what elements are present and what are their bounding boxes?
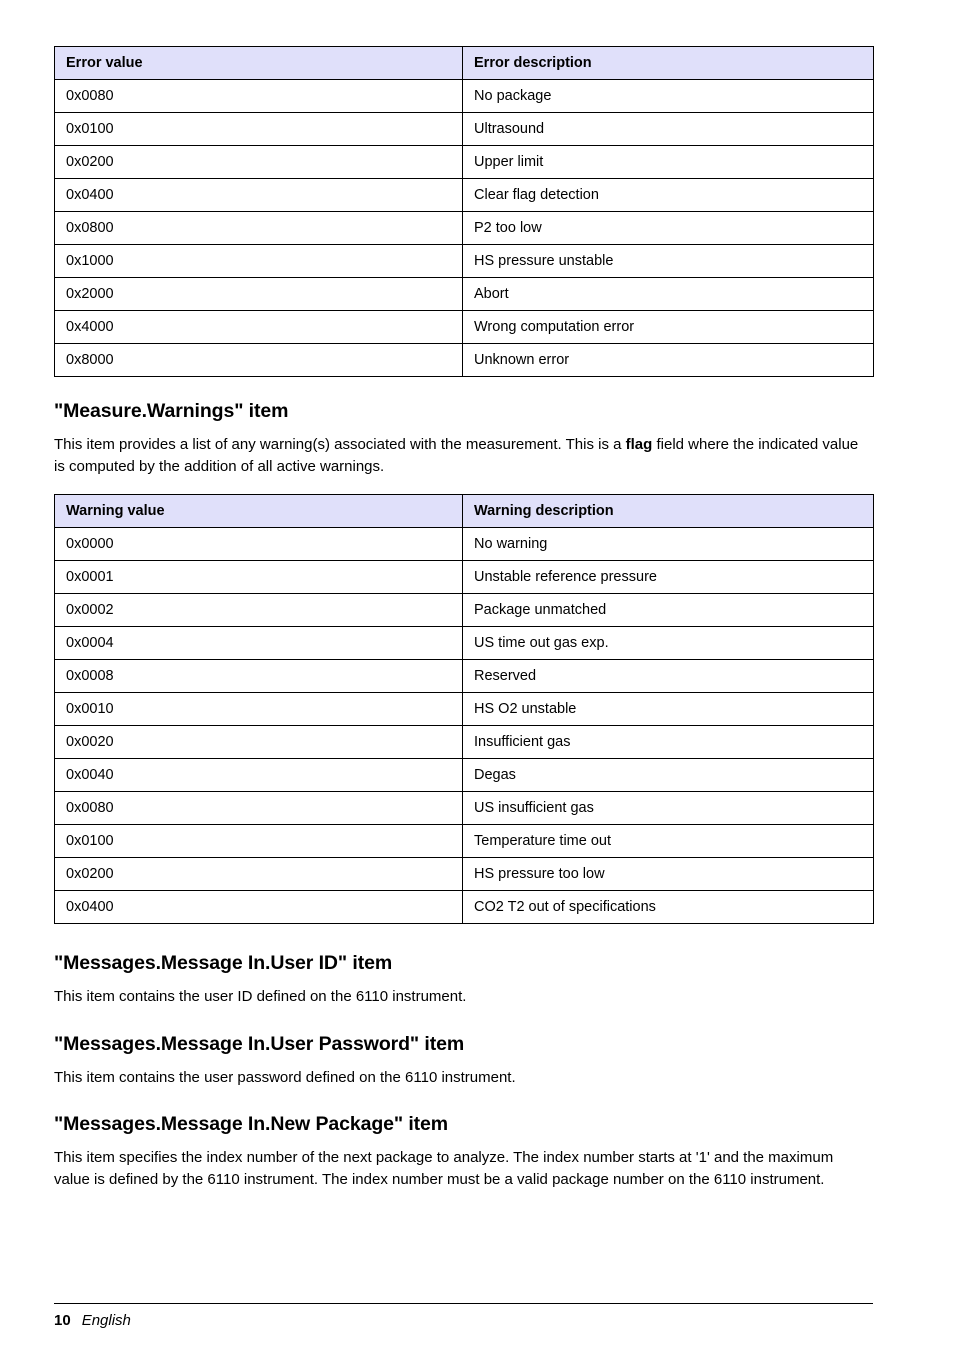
section-paragraph-user-password: This item contains the user password defined on the 6110 instrument. — [54, 1068, 516, 1086]
warning-description-cell: Temperature time out — [463, 825, 874, 858]
table-row — [55, 245, 874, 278]
footer-language: English — [81, 1312, 131, 1329]
table-row — [55, 146, 874, 179]
section-heading-user-id: "Messages.Message In.User ID" item — [54, 952, 393, 974]
error-value-cell: 0x0200 — [55, 146, 463, 179]
table-header-row — [55, 495, 874, 528]
error-value-cell: 0x0100 — [55, 113, 463, 146]
error-value-cell: 0x0800 — [55, 212, 463, 245]
section-paragraph-measure-warnings — [54, 434, 873, 477]
warning-description-cell: US time out gas exp. — [463, 627, 874, 660]
spacer — [54, 1056, 873, 1067]
page-content — [54, 46, 873, 1190]
table-row — [55, 693, 874, 726]
error-description-cell: Unknown error — [463, 344, 874, 377]
error-value-cell: 0x1000 — [55, 245, 463, 278]
spacer — [54, 1088, 873, 1112]
warning-description-cell: Package unmatched — [463, 594, 874, 627]
spacer — [54, 975, 873, 986]
spacer — [54, 423, 873, 434]
table-row — [55, 80, 874, 113]
table-row — [55, 825, 874, 858]
table-row — [55, 627, 874, 660]
warning-value-cell: 0x0010 — [55, 693, 463, 726]
warning-description-cell: No warning — [463, 528, 874, 561]
spacer — [54, 1008, 873, 1032]
table-row — [55, 759, 874, 792]
warning-description-cell: Degas — [463, 759, 874, 792]
error-description-cell: No package — [463, 80, 874, 113]
error-value-cell: 0x2000 — [55, 278, 463, 311]
table-row — [55, 344, 874, 377]
warning-value-cell: 0x0200 — [55, 858, 463, 891]
table-row — [55, 858, 874, 891]
table-row — [55, 278, 874, 311]
warning-value-cell: 0x0008 — [55, 660, 463, 693]
warning-value-cell: 0x0002 — [55, 594, 463, 627]
warning-value-cell: 0x0001 — [55, 561, 463, 594]
warning-value-cell: 0x0100 — [55, 825, 463, 858]
warning-description-cell: CO2 T2 out of specifications — [463, 891, 874, 924]
error-description-cell: Clear flag detection — [463, 179, 874, 212]
column-header-error-description: Error description — [463, 47, 874, 80]
table-row — [55, 528, 874, 561]
warning-value-cell: 0x0400 — [55, 891, 463, 924]
section-paragraph-new-package: This item specifies the index number of the next package to analyze. The index number starts at '1' and the maximum value is defined by the 6110 instrument. The index number must be a valid package number on the 6110 instrument. — [54, 1149, 834, 1188]
section-heading-new-package: "Messages.Message In.New Package" item — [54, 1113, 449, 1135]
warning-value-cell: 0x0040 — [55, 759, 463, 792]
warning-value-cell: 0x0000 — [55, 528, 463, 561]
paragraph-text-part-2: field where the indicated value is computed by the addition of all active warnings. — [54, 436, 859, 475]
spacer — [54, 924, 873, 951]
error-value-cell: 0x0400 — [55, 179, 463, 212]
table-row — [55, 212, 874, 245]
warning-description-cell: US insufficient gas — [463, 792, 874, 825]
warning-value-cell: 0x0020 — [55, 726, 463, 759]
table-row — [55, 561, 874, 594]
column-header-warning-description: Warning description — [463, 495, 874, 528]
error-description-cell: Abort — [463, 278, 874, 311]
table-row — [55, 660, 874, 693]
section-heading-user-password: "Messages.Message In.User Password" item — [54, 1032, 465, 1055]
footer-page-number: 10 — [54, 1312, 71, 1329]
error-description-cell: HS pressure unstable — [463, 245, 874, 278]
warning-description-cell: Reserved — [463, 660, 874, 693]
spacer — [54, 1136, 873, 1147]
table-row — [55, 792, 874, 825]
error-description-cell: Wrong computation error — [463, 311, 874, 344]
column-header-warning-value: Warning value — [55, 495, 463, 528]
paragraph-bold-flag: flag — [625, 436, 653, 453]
warning-value-cell: 0x0004 — [55, 627, 463, 660]
warning-value-cell: 0x0080 — [55, 792, 463, 825]
error-description-cell: Upper limit — [463, 146, 874, 179]
table-row — [55, 594, 874, 627]
section-heading-measure-warnings: "Measure.Warnings" item — [54, 400, 289, 422]
table-row — [55, 311, 874, 344]
spacer — [54, 477, 873, 494]
warning-value-table — [54, 494, 874, 924]
error-value-cell: 0x0080 — [55, 80, 463, 113]
section-paragraph-user-id: This item contains the user ID defined on the 6110 instrument. — [54, 988, 467, 1005]
warning-description-cell: Unstable reference pressure — [463, 561, 874, 594]
error-value-cell: 0x4000 — [55, 311, 463, 344]
warning-description-cell: Insufficient gas — [463, 726, 874, 759]
error-description-cell: Ultrasound — [463, 113, 874, 146]
table-row — [55, 726, 874, 759]
table-row — [55, 179, 874, 212]
error-value-table — [54, 46, 874, 377]
column-header-error-value: Error value — [55, 47, 463, 80]
table-header-row — [55, 47, 874, 80]
error-description-cell: P2 too low — [463, 212, 874, 245]
error-value-cell: 0x8000 — [55, 344, 463, 377]
warning-description-cell: HS pressure too low — [463, 858, 874, 891]
table-row — [55, 113, 874, 146]
page-footer — [54, 1303, 873, 1330]
table-row — [55, 891, 874, 924]
spacer — [54, 377, 873, 399]
warning-description-cell: HS O2 unstable — [463, 693, 874, 726]
paragraph-text-part-1: This item provides a list of any warning(s) associated with the measurement. This is a — [54, 436, 626, 453]
